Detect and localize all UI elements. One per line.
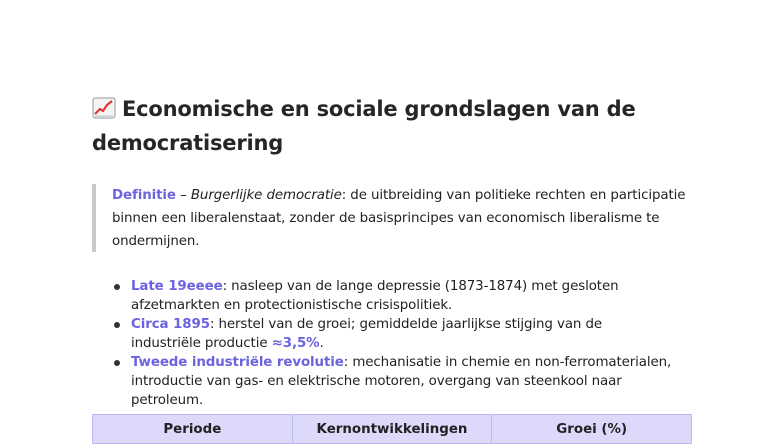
chart-increasing-icon [92,95,116,117]
bullet-text: : herstel van de groei; gemiddelde jaarlijkse stijging van de [209,317,602,332]
definition-callout [92,184,692,252]
definition-line-3: ondermijnen. [112,234,200,249]
bullet-highlight: Circa 1895 [131,317,210,332]
table-header-row [92,414,692,444]
list-item [114,277,704,315]
column-header-developments: Kernontwikkelingen [293,415,493,443]
page-title [92,92,712,160]
definition-line-2: binnen een liberalenstaat, zonder de basisprincipes van economisch liberalisme te [112,211,660,226]
bullet-text: petroleum. [131,393,204,408]
bullet-text: afzetmarkten en protectionistische crisispolitiek. [131,298,453,313]
bullet-text: : nasleep van de lange depressie (1873-1874) met gesloten [222,279,619,294]
definition-label: Definitie [112,188,176,203]
bullet-text: . [319,336,324,351]
bullet-list [114,277,704,410]
bullet-highlight: Tweede industriële revolutie [131,355,344,370]
bullet-text: : mechanisatie in chemie en non-ferromaterialen, [343,355,672,370]
definition-term: Burgerlijke democratie [190,188,342,203]
bullet-text: industriële productie [131,336,272,351]
bullet-dot-icon [114,322,120,328]
bullet-dot-icon [114,284,120,290]
definition-dash: – [175,188,191,203]
title-line-1: Economische en sociale grondslagen van de [122,97,636,121]
title-line-2: democratisering [92,131,284,155]
column-header-growth: Groei (%) [556,422,628,437]
list-item [114,353,704,410]
column-header-period: Periode [93,415,293,443]
growth-highlight: ≈3,5% [271,336,320,351]
list-item [114,315,704,353]
bullet-highlight: Late 19eeee [131,279,223,294]
definition-text [112,184,692,253]
definition-line-1: : de uitbreiding van politieke rechten en participatie [341,188,686,203]
bullet-text: introductie van gas- en elektrische motoren, overgang van steenkool naar [131,374,622,389]
bullet-dot-icon [114,360,120,366]
